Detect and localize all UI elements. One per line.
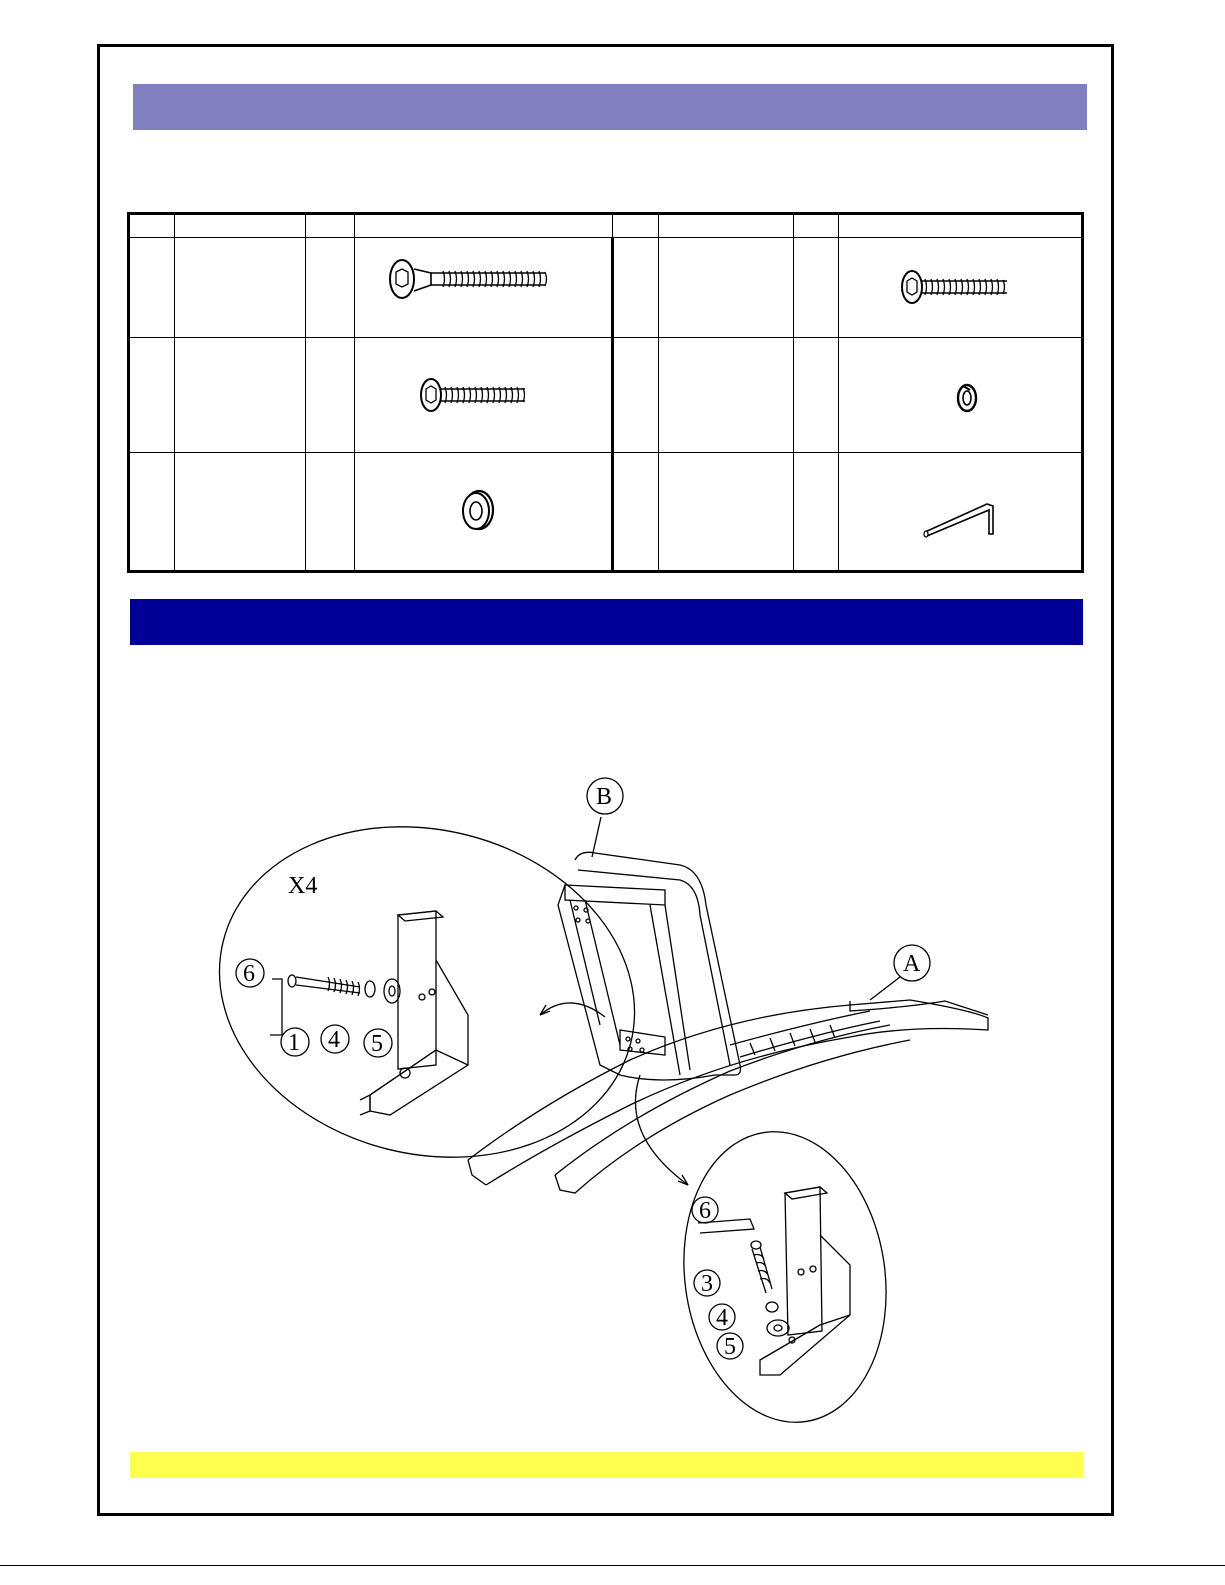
col-header <box>613 214 659 238</box>
part-qty <box>306 238 355 338</box>
part-number <box>613 238 659 338</box>
left-detail-bubble <box>210 784 670 1200</box>
parts-list-table <box>127 212 1084 573</box>
part-number <box>129 238 175 338</box>
part-image-cell <box>355 238 613 338</box>
bolt-icon <box>839 239 1089 335</box>
flat-washer-icon <box>355 456 611 568</box>
callout-b: B <box>596 784 613 810</box>
col-header <box>659 214 794 238</box>
parts-table-header-row <box>129 214 1083 238</box>
callout-left-flat-washer: 5 <box>371 1031 383 1057</box>
part-qty <box>794 337 839 453</box>
part-qty <box>794 453 839 572</box>
part-name <box>659 238 794 338</box>
backrest-part <box>558 852 740 1080</box>
page-bottom-rule <box>0 1565 1225 1566</box>
col-header <box>794 214 839 238</box>
step-title-bar <box>130 599 1083 645</box>
col-header <box>306 214 355 238</box>
table-row <box>129 453 1083 572</box>
quantity-multiplier: X4 <box>288 873 318 899</box>
col-header <box>839 214 1083 238</box>
callout-a: A <box>903 951 921 977</box>
note-bar <box>130 1452 1083 1478</box>
col-header <box>129 214 175 238</box>
part-number <box>613 337 659 453</box>
part-name <box>659 337 794 453</box>
spring-washer-icon <box>839 340 1089 450</box>
part-number <box>129 337 175 453</box>
col-header <box>355 214 613 238</box>
base-part <box>468 1000 988 1193</box>
callout-right-tool: 6 <box>699 1198 711 1224</box>
part-name <box>175 238 306 338</box>
short-bolt-icon <box>355 340 611 450</box>
callout-right-flat-washer: 5 <box>724 1334 736 1360</box>
callout-right-spring-washer: 4 <box>716 1305 728 1331</box>
allen-key-icon <box>839 456 1089 568</box>
long-bolt-icon <box>355 239 611 335</box>
part-qty <box>306 453 355 572</box>
part-image-cell <box>355 453 613 572</box>
part-qty <box>794 238 839 338</box>
callout-left-spring-washer: 4 <box>328 1027 340 1053</box>
header-title-bar <box>133 84 1087 130</box>
part-image-cell <box>839 238 1083 338</box>
callout-right-bolt: 3 <box>701 1271 713 1297</box>
part-image-cell <box>355 337 613 453</box>
assembly-drawing <box>210 775 1010 1435</box>
table-row <box>129 238 1083 338</box>
part-image-cell <box>839 337 1083 453</box>
part-name <box>659 453 794 572</box>
part-number <box>129 453 175 572</box>
right-detail-parts <box>698 1187 850 1375</box>
part-name <box>175 337 306 453</box>
part-image-cell <box>839 453 1083 572</box>
part-number <box>613 453 659 572</box>
callout-left-tool: 6 <box>243 961 255 987</box>
left-detail-parts <box>270 911 468 1115</box>
part-name <box>175 453 306 572</box>
part-qty <box>306 337 355 453</box>
col-header <box>175 214 306 238</box>
table-row <box>129 337 1083 453</box>
callout-left-bolt: 1 <box>288 1030 300 1056</box>
